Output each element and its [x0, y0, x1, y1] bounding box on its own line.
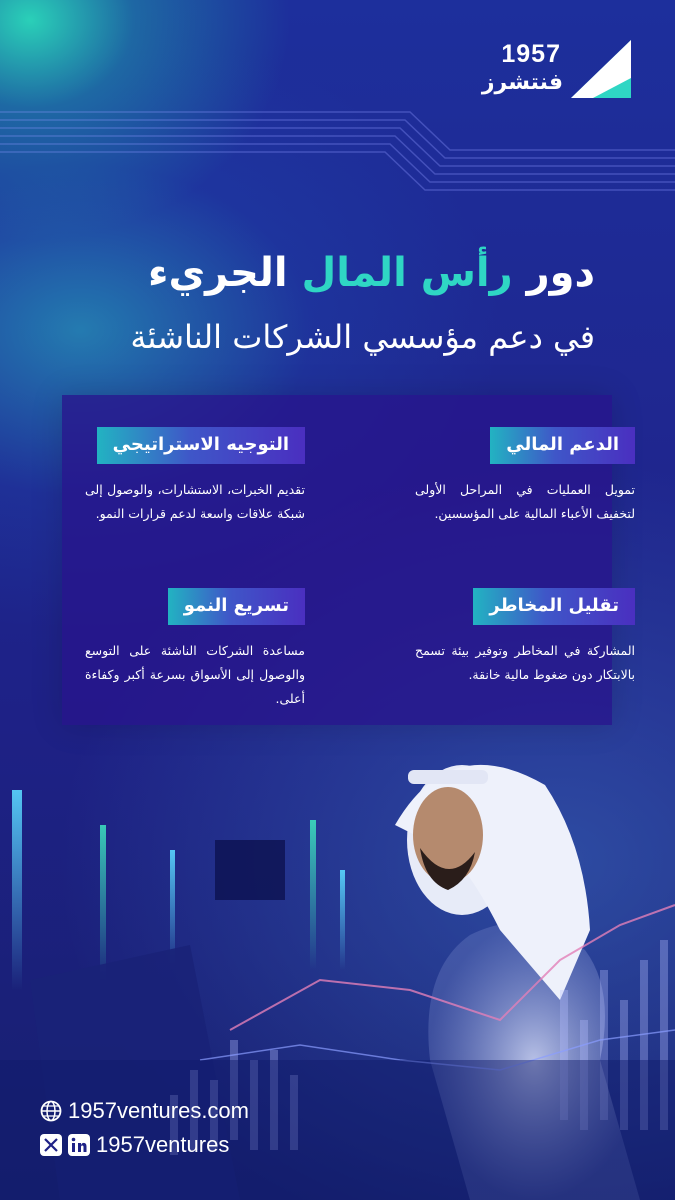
logo-number: 1957 — [501, 40, 561, 68]
headline-line-2: في دعم مؤسسي الشركات الناشئة — [130, 318, 595, 356]
card-title: تقليل المخاطر — [473, 588, 635, 625]
social-handle[interactable]: 1957ventures — [96, 1132, 230, 1157]
card-financial-support — [415, 427, 635, 526]
brand-logo — [441, 40, 631, 102]
card-risk-reduction — [415, 588, 635, 687]
card-body: المشاركة في المخاطر وتوفير بيئة تسمح بالابتكار دون ضغوط مالية خانقة. — [415, 643, 635, 682]
card-body: تقديم الخبرات، الاستشارات، والوصول إلى شبكة علاقات واسعة لدعم قرارات النمو. — [85, 482, 305, 521]
linkedin-icon[interactable] — [68, 1134, 90, 1156]
card-body: مساعدة الشركات الناشئة على التوسع والوصول إلى الأسواق بسرعة أكبر وكفاءة أعلى. — [85, 643, 305, 706]
card-growth-acceleration — [85, 588, 305, 711]
logo-mark-icon — [571, 40, 631, 98]
card-strategic-guidance — [85, 427, 305, 526]
card-title: التوجيه الاستراتيجي — [97, 427, 305, 464]
social-row — [40, 1130, 249, 1160]
headline-word-2: الجريء — [148, 250, 302, 296]
x-twitter-icon[interactable] — [40, 1134, 62, 1156]
contact-info — [40, 1096, 249, 1164]
card-title: الدعم المالي — [490, 427, 635, 464]
globe-icon — [40, 1100, 62, 1122]
card-title: تسريع النمو — [168, 588, 305, 625]
website-row[interactable] — [40, 1096, 249, 1126]
headline-line-1 — [148, 250, 595, 296]
headline-word-1: دور — [512, 250, 595, 296]
card-body: تمويل العمليات في المراحل الأولى لتخفيف الأعباء المالية على المؤسسين. — [415, 482, 635, 521]
logo-wordmark: فنتشرز — [481, 70, 563, 95]
website-link[interactable]: 1957ventures.com — [68, 1098, 249, 1123]
headline-accent: رأس المال — [301, 250, 513, 296]
